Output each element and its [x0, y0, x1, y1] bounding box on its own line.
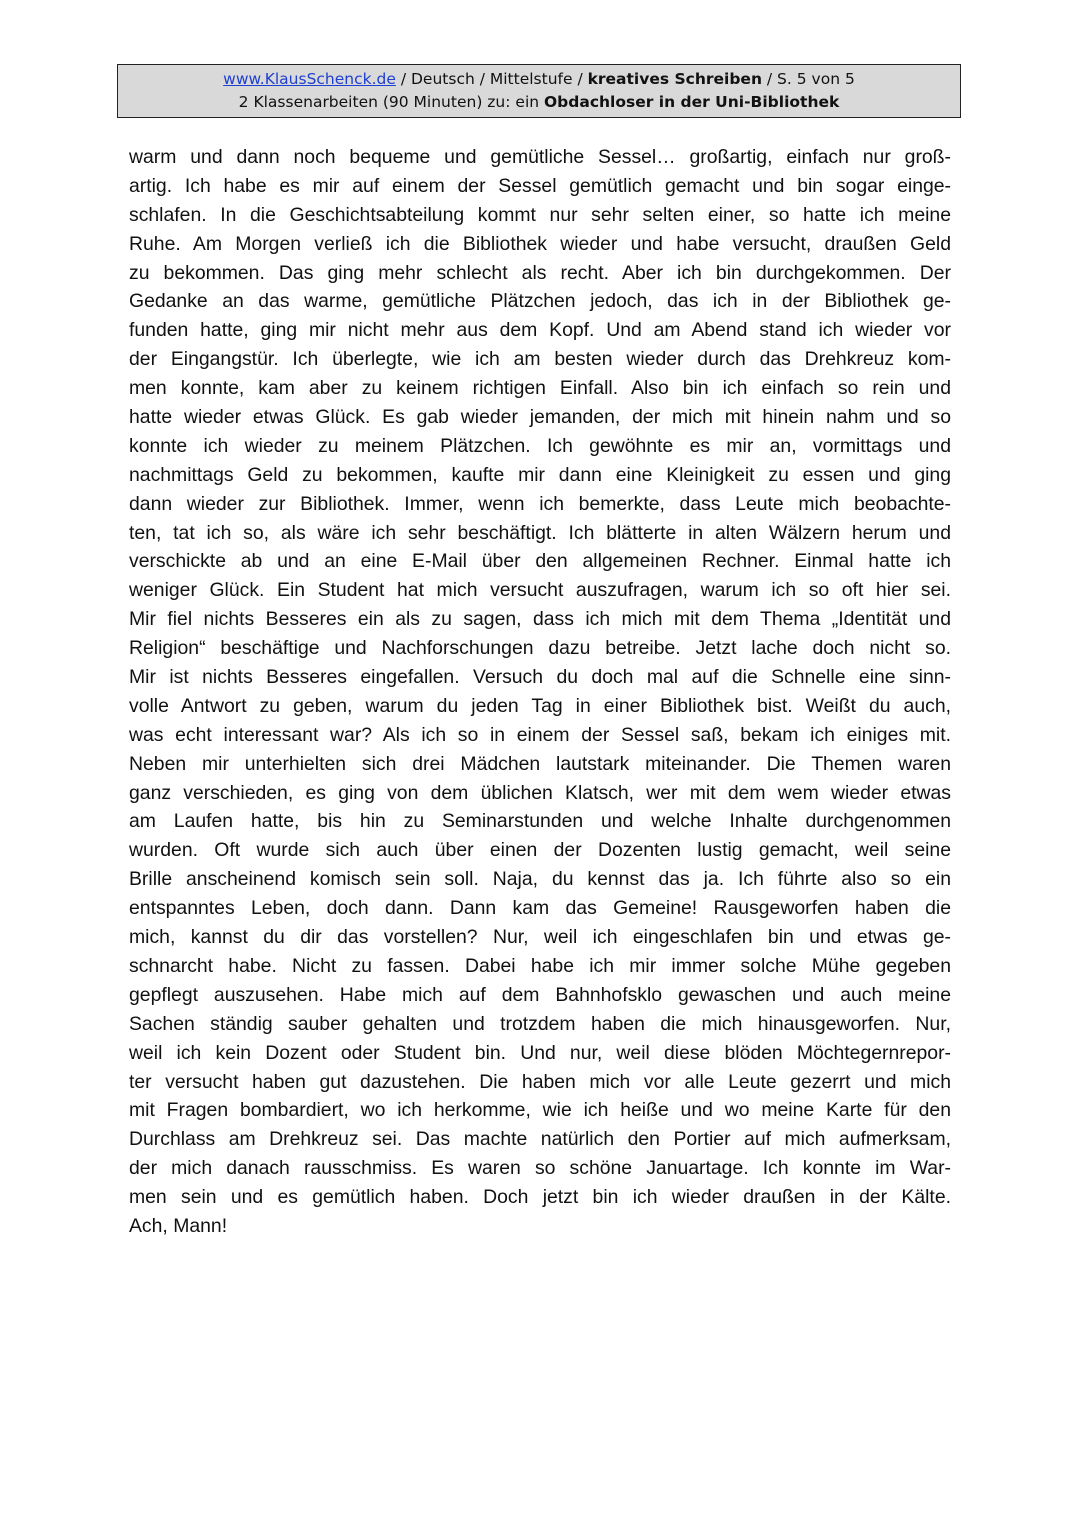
text-line: schnarcht habe. Nicht zu fassen. Dabei habe ich mir immer solche Mühe gegeben — [129, 954, 951, 977]
text-line: was echt interessant war? Als ich so in einem der Sessel saß, bekam ich einiges mit. — [129, 723, 951, 746]
header-exam-info: 2 Klassenarbeiten (90 Minuten) zu: ein — [238, 93, 544, 111]
header-topic: kreatives Schreiben — [587, 70, 762, 88]
text-line: dann wieder zur Bibliothek. Immer, wenn ich bemerkte, dass Leute mich beobachte- — [129, 492, 951, 515]
text-line: Ruhe. Am Morgen verließ ich die Bibliothek wieder und habe versucht, draußen Geld — [129, 232, 951, 255]
text-line: der Eingangstür. Ich überlegte, wie ich am besten wieder durch das Drehkreuz kom- — [129, 348, 951, 371]
text-line: men sein und es gemütlich haben. Doch jetzt bin ich wieder draußen in der Kälte. — [129, 1186, 951, 1209]
text-line: men konnte, kam aber zu keinem richtigen Einfall. Also bin ich einfach so rein und — [129, 377, 951, 400]
text-line: am Laufen hatte, bis hin zu Seminarstunden und welche Inhalte durchgenommen — [129, 810, 951, 833]
text-line: Neben mir unterhielten sich drei Mädchen lautstark miteinander. Die Themen waren — [129, 752, 951, 775]
header-page-number: / S. 5 von 5 — [761, 70, 855, 88]
text-line: weil ich kein Dozent oder Student bin. Und nur, weil diese blöden Möchtegernrepor- — [129, 1041, 951, 1064]
site-link[interactable]: www.KlausSchenck.de — [223, 70, 396, 88]
text-line: verschickte ab und an eine E-Mail über den allgemeinen Rechner. Einmal hatte ich — [129, 550, 951, 573]
text-line: gepflegt auszusehen. Habe mich auf dem Bahnhofsklo gewaschen und auch meine — [129, 983, 951, 1006]
text-line: Mir ist nichts Besseres eingefallen. Versuch du doch mal auf die Schnelle eine sinn- — [129, 666, 951, 689]
text-line: ten, tat ich so, als wäre ich sehr beschäftigt. Ich blätterte in alten Wälzern herum und — [129, 521, 951, 544]
header-path: / Deutsch / Mittelstufe / — [395, 70, 588, 88]
text-line: ter versucht haben gut dazustehen. Die haben mich vor alle Leute gezerrt und mich — [129, 1070, 951, 1093]
header-exam-title: Obdachloser in der Uni-Bibliothek — [544, 93, 840, 111]
page-header — [117, 64, 961, 118]
text-line: schlafen. In die Geschichtsabteilung kommt nur sehr selten einer, so hatte ich meine — [129, 203, 951, 226]
body-text — [129, 143, 951, 1241]
text-line: volle Antwort zu geben, warum du jeden Tag in einer Bibliothek bist. Weißt du auch, — [129, 694, 951, 717]
text-line: zu bekommen. Das ging mehr schlecht als recht. Aber ich bin durchgekommen. Der — [129, 261, 951, 284]
header-line-1 — [118, 68, 960, 91]
text-line: Ach, Mann! — [129, 1214, 228, 1237]
text-line: hatte wieder etwas Glück. Es gab wieder jemanden, der mich mit hinein nahm und so — [129, 406, 951, 429]
text-line: Mir fiel nichts Besseres ein als zu sagen, dass ich mich mit dem Thema „Identität und — [129, 608, 951, 631]
text-line: der mich danach rausschmiss. Es waren so schöne Januartage. Ich konnte im War- — [129, 1157, 951, 1180]
text-line: Brille anscheinend komisch sein soll. Naja, du kennst das ja. Ich führte also so ein — [129, 868, 951, 891]
text-line: Durchlass am Drehkreuz sei. Das machte natürlich den Portier auf mich aufmerksam, — [129, 1128, 951, 1151]
text-line: konnte ich wieder zu meinem Plätzchen. Ich gewöhnte es mir an, vormittags und — [129, 434, 951, 457]
text-line: nachmittags Geld zu bekommen, kaufte mir dann eine Kleinigkeit zu essen und ging — [129, 463, 951, 486]
text-line: entspanntes Leben, doch dann. Dann kam das Gemeine! Rausgeworfen haben die — [129, 897, 951, 920]
text-line: Gedanke an das warme, gemütliche Plätzchen jedoch, das ich in der Bibliothek ge- — [129, 290, 951, 313]
text-line: funden hatte, ging mir nicht mehr aus dem Kopf. Und am Abend stand ich wieder vor — [129, 319, 951, 342]
text-line: ganz verschieden, es ging von dem üblichen Klatsch, wer mit dem wem wieder etwas — [129, 781, 951, 804]
text-line: wurden. Oft wurde sich auch über einen der Dozenten lustig gemacht, weil seine — [129, 839, 951, 862]
text-line: Religion“ beschäftige und Nachforschungen dazu betreibe. Jetzt lache doch nicht so. — [129, 637, 951, 660]
text-line: warm und dann noch bequeme und gemütliche Sessel… großartig, einfach nur groß- — [129, 146, 951, 168]
text-line: weniger Glück. Ein Student hat mich versucht auszufragen, warum ich so oft hier sei. — [129, 579, 951, 602]
text-line: mich, kannst du dir das vorstellen? Nur, weil ich eingeschlafen bin und etwas ge- — [129, 926, 951, 949]
text-line: artig. Ich habe es mir auf einem der Sessel gemütlich gemacht und bin sogar einge- — [129, 174, 951, 197]
header-line-2 — [118, 91, 960, 114]
text-line: Sachen ständig sauber gehalten und trotzdem haben die mich hinausgeworfen. Nur, — [129, 1012, 951, 1035]
text-line: mit Fragen bombardiert, wo ich herkomme, wie ich heiße und wo meine Karte für den — [129, 1099, 951, 1122]
